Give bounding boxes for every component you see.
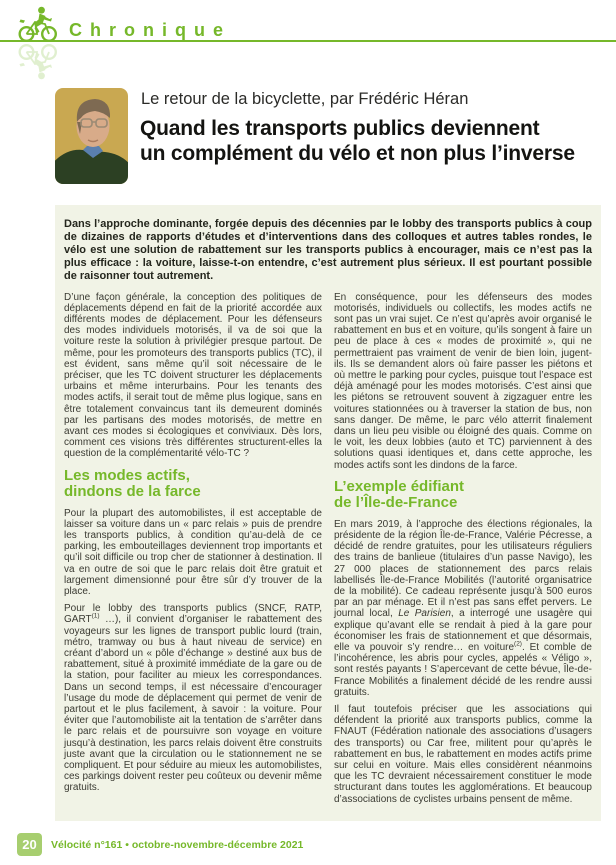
subheading-line2: de l’Île-de-France [334,494,458,512]
page-number-badge: 20 [17,833,42,856]
issue-line: Vélocité n°161 • octobre-novembre-décembre 2021 [51,839,304,851]
right-column [334,292,592,811]
section-title: Chronique [69,20,231,40]
author-photo [55,88,128,184]
subheading-modes-actifs [64,468,322,501]
paragraph-text: . Et comble de l’incohérence, les abris pour cycles, appelés « Véligo », sont restés payants ! S’apercevant de cette bévue, Île-de-France Mobilités a finalement décidé de les rendre aussi gratuits. [334,642,592,698]
lead-paragraph: Dans l’approche dominante, forgée depuis des décennies par le lobby des transports publics à coup de dizaines de rapports d’études et d’interventions dans des colloques et autres tables rondes, le vélo est une solution de rabattement sur les transports publics à encourager, mais ce n’est pas la plus efficace : la voiture, laisse-t-on entendre, c’est autrement plus sérieux. Il est pourtant possible de raisonner tout autrement. [64,218,592,282]
body-paragraph: D’une façon générale, la conception des politiques de déplacements dépend en fait de la priorité accordée aux différents modes de déplacement. Pour les défenseurs des modes individuels motorisés, il va de soi que la voiture reste la solution à privilégier presque partout. De même, pour les promoteurs des transports publics (TC), il est évident, sans même qu’il soit nécessaire de le préciser, que les TC doivent structurer les déplacements urbains et même interurbains. Pour les tenants des modes actifs, il serait tout de même plus logique, sans en être totalement convaincus tant ils demeurent dominés par les partisans des modes motorisés, de mettre en avant ces modes si écologiques et conviviaux. Dès lors, comment ces visions très différentes structurent-elles la question de la complémentarité vélo-TC ? [64,291,322,460]
paragraph-text: En mars 2019, à l’approche des élections régionales, la présidente de la région Île-de-France, Valérie Pécresse, a décidé de rendre gratuites, pour les utilisateurs réguliers des trains de banlieue (titulaires d’un passe Navigo), les 27 000 places de stationnement des parcs relais labellisés Île-de-France Mobilités (l’autorité organisatrice de la mobilité). Ce cadeau représente jusqu’à 500 euros par an par ménage. Et il n’est pas sans effet pervers. Le journal local, [334,518,592,620]
paragraph-text: …), il convient d’organiser le rabattement des voyageurs sur les lignes de transport public lourd (train, métro, tramway ou bus à haut niveau de service) en créant d’abord un « pôle d’échange » destiné aux bus de rabattement, situé à proximité immédiate de la gare ou de la station, pour faciliter au mieux les correspondances. Dans un second temps, il est nécessaire d’encourager l’usage du mode de déplacement qui permet de venir de partout et le plus facilement, à savoir : la voiture. Pour éviter que l’automobiliste ait la tentation de s’arrêter dans le parc relais et de poursuivre son voyage en voiture jusqu’à destination, les parcs relais doivent être construits juste avant que la circulation ou le stationnement ne se compliquent. Et pour séduire au mieux les automobilistes, ces parkings doivent rester peu coûteux ou devenir même gratuits. [64,614,322,794]
headline-line1: Quand les transports publics deviennent [140,117,540,140]
header-rule [0,40,616,42]
footnote-marker-2: (2) [514,640,522,648]
body-paragraph: En conséquence, pour les défenseurs des modes motorisés, individuels ou collectifs, les modes actifs ne sont pas un vrai sujet. Ce n’est qu’après avoir organisé le rabattement en bus et en voiture, qu’ils songent à faire un peu de place à ces « modes de proximité », qui ne permettraient pas vraiment de venir de bien loin, jugent-ils. Ils se demandent alors où faire passer les piétons et où mettre le parking pour cycles, puisque tout l’espace est déjà aménagé pour les modes motorisés. C’est ainsi que les piétons se retrouvent souvent à zigzaguer entre les voitures stationnées ou à traverser la station de bus, non sans danger. De même, le parc vélo atterrit finalement dans un lieu peu visible ou éloigné des quais. Comme on le voit, les deux lobbies (auto et TC) parviennent à des solutions quasi identiques et, dans cette approche, les modes actifs sont les dindons de la farce. [334,291,592,471]
cyclist-logo-icon [18,6,58,43]
columns [64,292,592,811]
journal-name: Le Parisien [398,608,451,620]
left-column [64,292,322,811]
paragraph-text: Pour le lobby des transports publics (SNCF, RATP, GART [64,603,322,626]
paragraph-text: , a interrogé une usagère qui explique qu’avant elle se rendait à pied à la gare pour économiser les frais de stationnement et que désormais, elle va pouvoir s’y rendre… en voiture [334,608,593,654]
headline-line2: un complément du vélo et non plus l’inverse [140,142,575,165]
article-headline [140,116,610,166]
subheading-ile-de-france [334,479,592,512]
body-paragraph [64,603,322,793]
article-body [55,205,601,821]
body-paragraph: Il faut toutefois préciser que les associations qui défendent la priorité aux transports publics, comme la FNAUT (Fédération nationale des associations d’usagers des transports) ou Car free, militent pour qu’après le rabattement en bus, le rabattement en modes actifs prime sur celui en voiture. Mais elles considèrent néanmoins que les TC devraient nécessairement constituer le mode structurant dans toutes les agglomérations. Et beaucoup d’associations de cyclistes urbains pensent de même. [334,704,592,805]
subheading-line1: L’exemple édifiant [334,477,465,495]
article-kicker: Le retour de la bicyclette, par Frédéric Héran [141,90,469,108]
subheading-line1: Les modes actifs, [64,466,190,484]
cyclist-logo-reflection-icon [18,43,58,80]
body-paragraph: Pour la plupart des automobilistes, il est acceptable de laisser sa voiture dans un « parc relais » puis de prendre les transports publics, à condition qu’au-delà de ce parking, les embouteillages deviennent trop importants et qu’il soit difficile ou trop cher de stationner à destination. Il va en outre de soi que le parc relais doit être gratuit et largement dimensionné pour être sûr d’y trouver de la place. [64,507,322,597]
footnote-marker-1: (1) [91,613,100,621]
body-paragraph [334,519,592,698]
subheading-line2: dindons de la farce [64,483,201,501]
